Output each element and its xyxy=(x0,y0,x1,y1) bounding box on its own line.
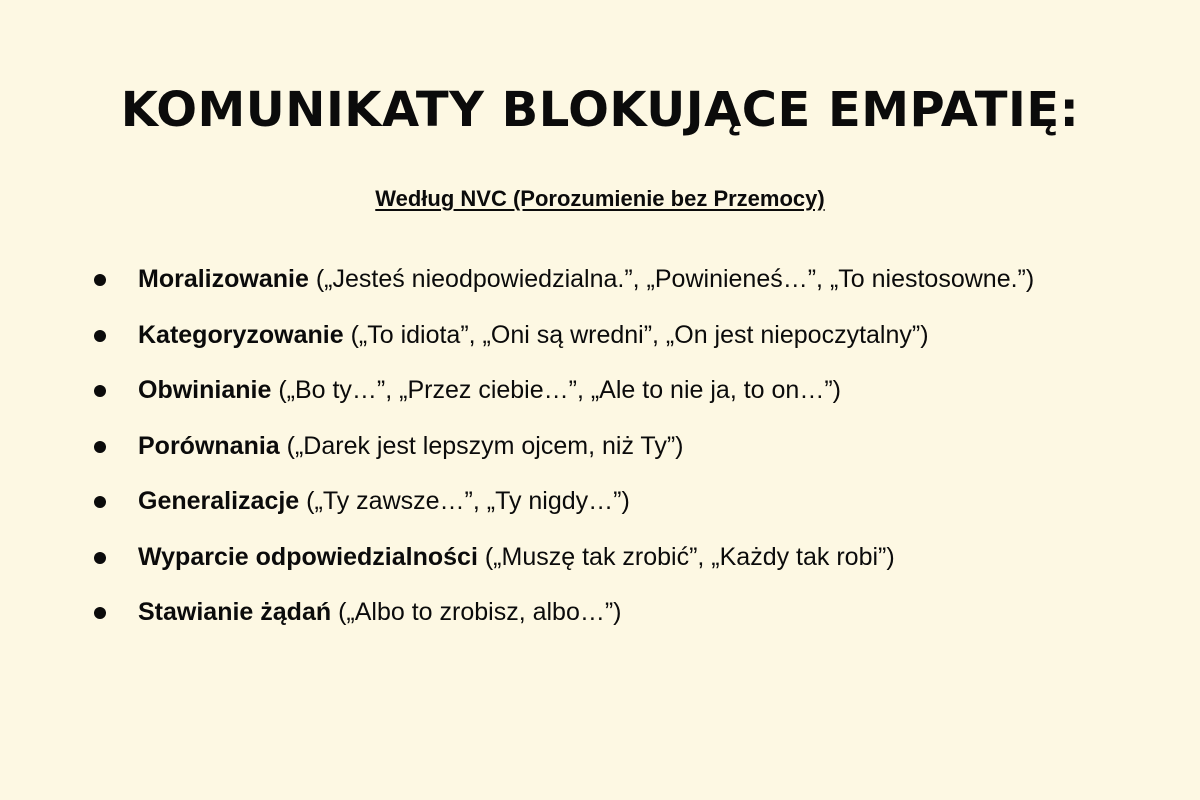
list-item xyxy=(94,530,1134,586)
item-term: Porównania xyxy=(138,431,280,460)
bullet-icon xyxy=(94,330,106,342)
item-term: Generalizacje xyxy=(138,487,300,515)
item-term: Kategoryzowanie xyxy=(138,320,344,349)
list-item xyxy=(94,419,1134,475)
bullet-icon xyxy=(94,274,106,286)
item-term: Stawianie żądań xyxy=(138,598,332,626)
list-item xyxy=(94,585,1134,641)
item-term: Wyparcie odpowiedzialności xyxy=(138,542,478,571)
item-example: („Albo to zrobisz, albo…”) xyxy=(338,598,622,626)
bullet-icon xyxy=(94,552,106,564)
list-item xyxy=(94,474,1134,530)
bullet-icon xyxy=(94,496,106,508)
list-item xyxy=(94,308,1134,364)
subtitle: Według NVC (Porozumienie bez Przemocy) xyxy=(375,186,825,211)
item-example: („Jesteś nieodpowiedzialna.”, „Powinieneś…”, „To niestosowne.”) xyxy=(315,265,1035,293)
empathy-blockers-list xyxy=(94,252,1134,641)
list-item xyxy=(94,363,1134,419)
item-term: Obwinianie xyxy=(138,376,272,404)
page-title: KOMUNIKATY BLOKUJĄCE EMPATIĘ: xyxy=(120,82,1080,138)
item-example: („Ty zawsze…”, „Ty nigdy…”) xyxy=(306,487,630,515)
item-example: („Muszę tak zrobić”, „Każdy tak robi”) xyxy=(484,542,895,571)
bullet-icon xyxy=(94,607,106,619)
item-term: Moralizowanie xyxy=(138,265,309,293)
bullet-icon xyxy=(94,385,106,397)
item-example: („To idiota”, „Oni są wredni”, „On jest niepoczytalny”) xyxy=(350,320,929,349)
list-item xyxy=(94,252,1134,308)
item-example: („Bo ty…”, „Przez ciebie…”, „Ale to nie ja, to on…”) xyxy=(278,376,841,404)
item-example: („Darek jest lepszym ojcem, niż Ty”) xyxy=(286,431,684,460)
bullet-icon xyxy=(94,441,106,453)
